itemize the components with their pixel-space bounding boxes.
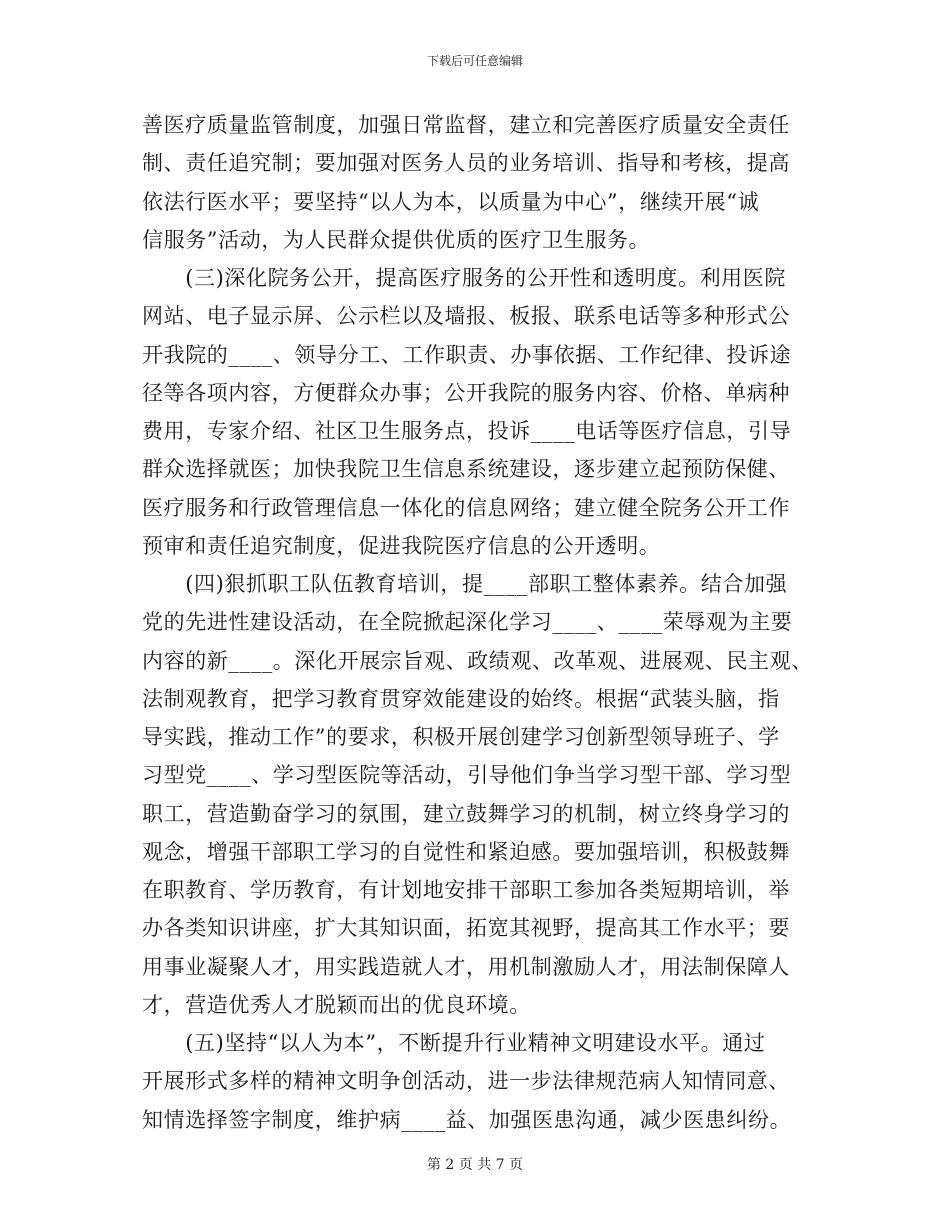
text-line: 才，营造优秀人才脱颖而出的优良环境。 — [142, 992, 531, 1017]
text-line: 用事业凝聚人才，用实践造就人才，用机制激励人才，用法制保障人 — [142, 954, 790, 979]
text-line: 开我院的____、领导分工、工作职责、办事依据、工作纪律、投诉途 — [142, 342, 792, 367]
text-line: 在职教育、学历教育，有计划地安排干部职工参加各类短期培训，举 — [142, 878, 790, 902]
text-line: 群众选择就医；加快我院卫生信息系统建设，逐步建立起预防保健、 — [142, 457, 790, 482]
text-line: 预审和责任追究制度，促进我院医疗信息的公开透明。 — [142, 533, 661, 558]
text-line: 依法行医水平；要坚持“以人为本，以质量为中心”，继续开展“诚 — [142, 189, 760, 214]
text-line: 径等各项内容，方便群众办事；公开我院的服务内容、价格、单病种 — [142, 380, 790, 405]
text-line: 网站、电子显示屏、公示栏以及墙报、板报、联系电话等多种形式公 — [142, 304, 790, 329]
document-body — [142, 106, 812, 1139]
page-footer-number: 第 2 页 共 7 页 — [426, 1157, 524, 1173]
text-line: 内容的新____。深化开展宗旨观、政绩观、改革观、进展观、民主观、 — [142, 648, 813, 673]
text-line: 医疗服务和行政管理信息一体化的信息网络；建立健全院务公开工作 — [142, 495, 790, 520]
text-line: 善医疗质量监管制度，加强日常监督，建立和完善医疗质量安全责任 — [142, 113, 790, 137]
text-line: 信服务”活动，为人民群众提供优质的医疗卫生服务。 — [142, 227, 651, 252]
text-line: (四)狠抓职工队伍教育培训，提____部职工整体素养。结合加强 — [142, 572, 788, 596]
text-line: 制、责任追究制；要加强对医务人员的业务培训、指导和考核，提高 — [142, 151, 790, 176]
text-line: 习型党____、学习型医院等活动，引导他们争当学习型干部、学习型 — [142, 763, 792, 788]
text-line: 党的先进性建设活动，在全院掀起深化学习____、____荣辱观为主要 — [142, 610, 793, 635]
text-line: (三)深化院务公开，提高医疗服务的公开性和透明度。利用医院 — [142, 266, 786, 290]
text-line: 导实践，推动工作”的要求，积极开展创建学习创新型领导班子、学 — [142, 725, 780, 749]
text-line: 办各类知识讲座，扩大其知识面，拓宽其视野，提高其工作水平；要 — [142, 916, 790, 941]
text-line: 知情选择签字制度，维护病____益、加强医患沟通，减少医患纠纷。 — [142, 1107, 792, 1132]
text-line: 观念，增强干部职工学习的自觉性和紧迫感。要加强培训，积极鼓舞 — [142, 839, 790, 864]
text-line: (五)坚持“以人为本”，不断提升行业精神文明建设水平。通过 — [142, 1031, 766, 1055]
page-header-note: 下载后可任意编辑 — [426, 54, 523, 68]
text-line: 费用，专家介绍、社区卫生服务点，投诉____电话等医疗信息，引导 — [142, 419, 792, 443]
text-line: 职工，营造勤奋学习的氛围，建立鼓舞学习的机制，树立终身学习的 — [142, 801, 790, 826]
text-line: 法制观教育，把学习教育贯穿效能建设的始终。根据“武装头脑，指 — [142, 686, 780, 711]
text-line: 开展形式多样的精神文明争创活动，进一步法律规范病人知情同意、 — [142, 1069, 790, 1094]
